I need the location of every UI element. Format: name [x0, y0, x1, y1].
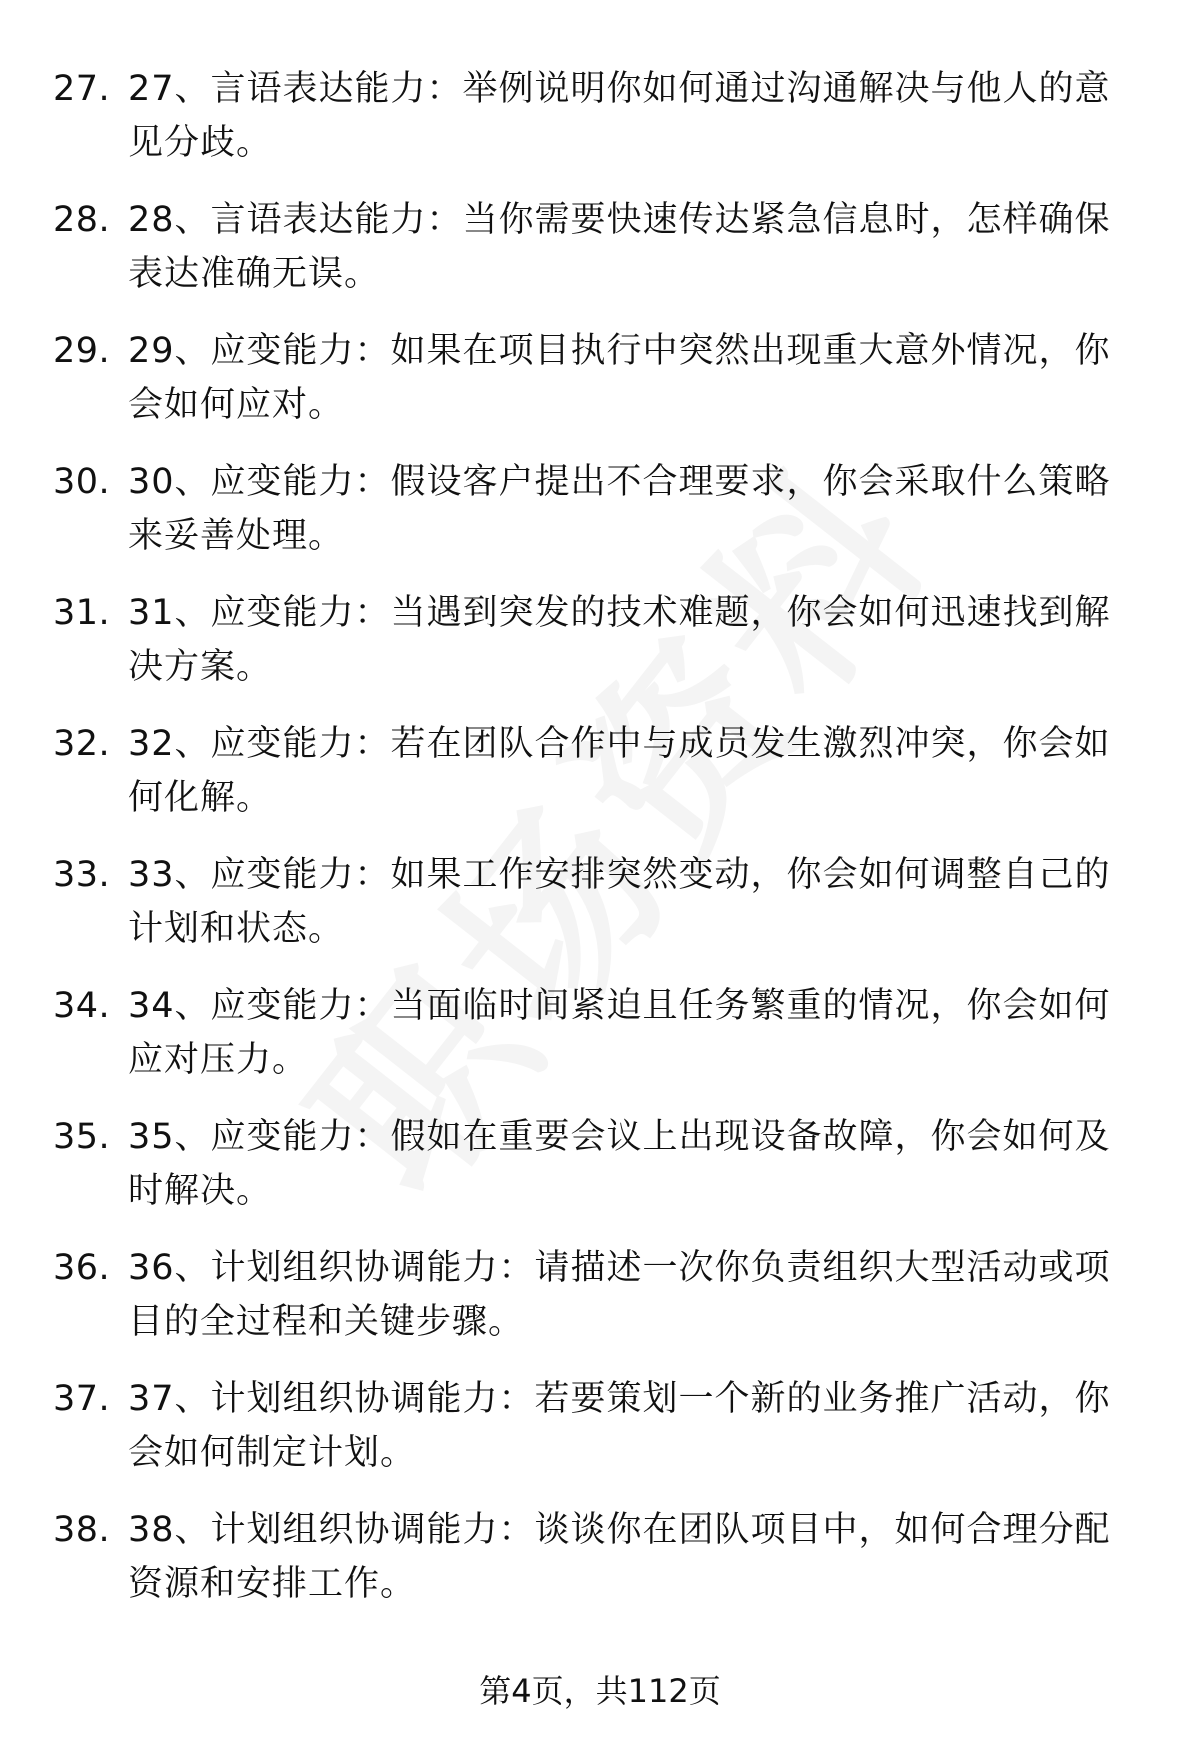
question-list	[0, 62, 1200, 1634]
question-text: 29、应变能力：如果在项目执行中突然出现重大意外情况，你会如何应对。	[128, 331, 1111, 425]
question-item	[0, 62, 1200, 193]
question-number: 31.	[53, 593, 111, 633]
question-text: 27、言语表达能力：举例说明你如何通过沟通解决与他人的意见分歧。	[128, 69, 1111, 163]
question-item	[0, 193, 1200, 324]
question-item	[0, 979, 1200, 1110]
question-item	[0, 455, 1200, 586]
question-text: 30、应变能力：假设客户提出不合理要求，你会采取什么策略来妥善处理。	[128, 462, 1111, 556]
question-number: 28.	[53, 200, 111, 240]
question-text: 28、言语表达能力：当你需要快速传达紧急信息时，怎样确保表达准确无误。	[128, 200, 1111, 294]
page-footer: 第4页，共112页	[479, 1672, 721, 1710]
question-text: 38、计划组织协调能力：谈谈你在团队项目中，如何合理分配资源和安排工作。	[128, 1510, 1111, 1604]
question-text: 36、计划组织协调能力：请描述一次你负责组织大型活动或项目的全过程和关键步骤。	[128, 1248, 1111, 1342]
question-number: 36.	[53, 1248, 111, 1288]
question-item	[0, 324, 1200, 455]
question-number: 35.	[53, 1117, 111, 1157]
question-item	[0, 1241, 1200, 1372]
question-item	[0, 586, 1200, 717]
question-text: 35、应变能力：假如在重要会议上出现设备故障，你会如何及时解决。	[128, 1117, 1111, 1211]
question-text: 31、应变能力：当遇到突发的技术难题，你会如何迅速找到解决方案。	[128, 593, 1111, 687]
question-number: 33.	[53, 855, 111, 895]
question-text: 37、计划组织协调能力：若要策划一个新的业务推广活动，你会如何制定计划。	[128, 1379, 1111, 1473]
question-item	[0, 1372, 1200, 1503]
question-number: 27.	[53, 69, 111, 109]
question-number: 32.	[53, 724, 111, 764]
question-number: 30.	[53, 462, 111, 502]
question-number: 29.	[53, 331, 111, 371]
question-item	[0, 1110, 1200, 1241]
question-number: 38.	[53, 1510, 111, 1550]
question-text: 34、应变能力：当面临时间紧迫且任务繁重的情况，你会如何应对压力。	[128, 986, 1111, 1080]
question-text: 32、应变能力：若在团队合作中与成员发生激烈冲突，你会如何化解。	[128, 724, 1111, 818]
question-item	[0, 717, 1200, 848]
question-text: 33、应变能力：如果工作安排突然变动，你会如何调整自己的计划和状态。	[128, 855, 1111, 949]
question-number: 37.	[53, 1379, 111, 1419]
question-item	[0, 848, 1200, 979]
question-item	[0, 1503, 1200, 1634]
question-number: 34.	[53, 986, 111, 1026]
